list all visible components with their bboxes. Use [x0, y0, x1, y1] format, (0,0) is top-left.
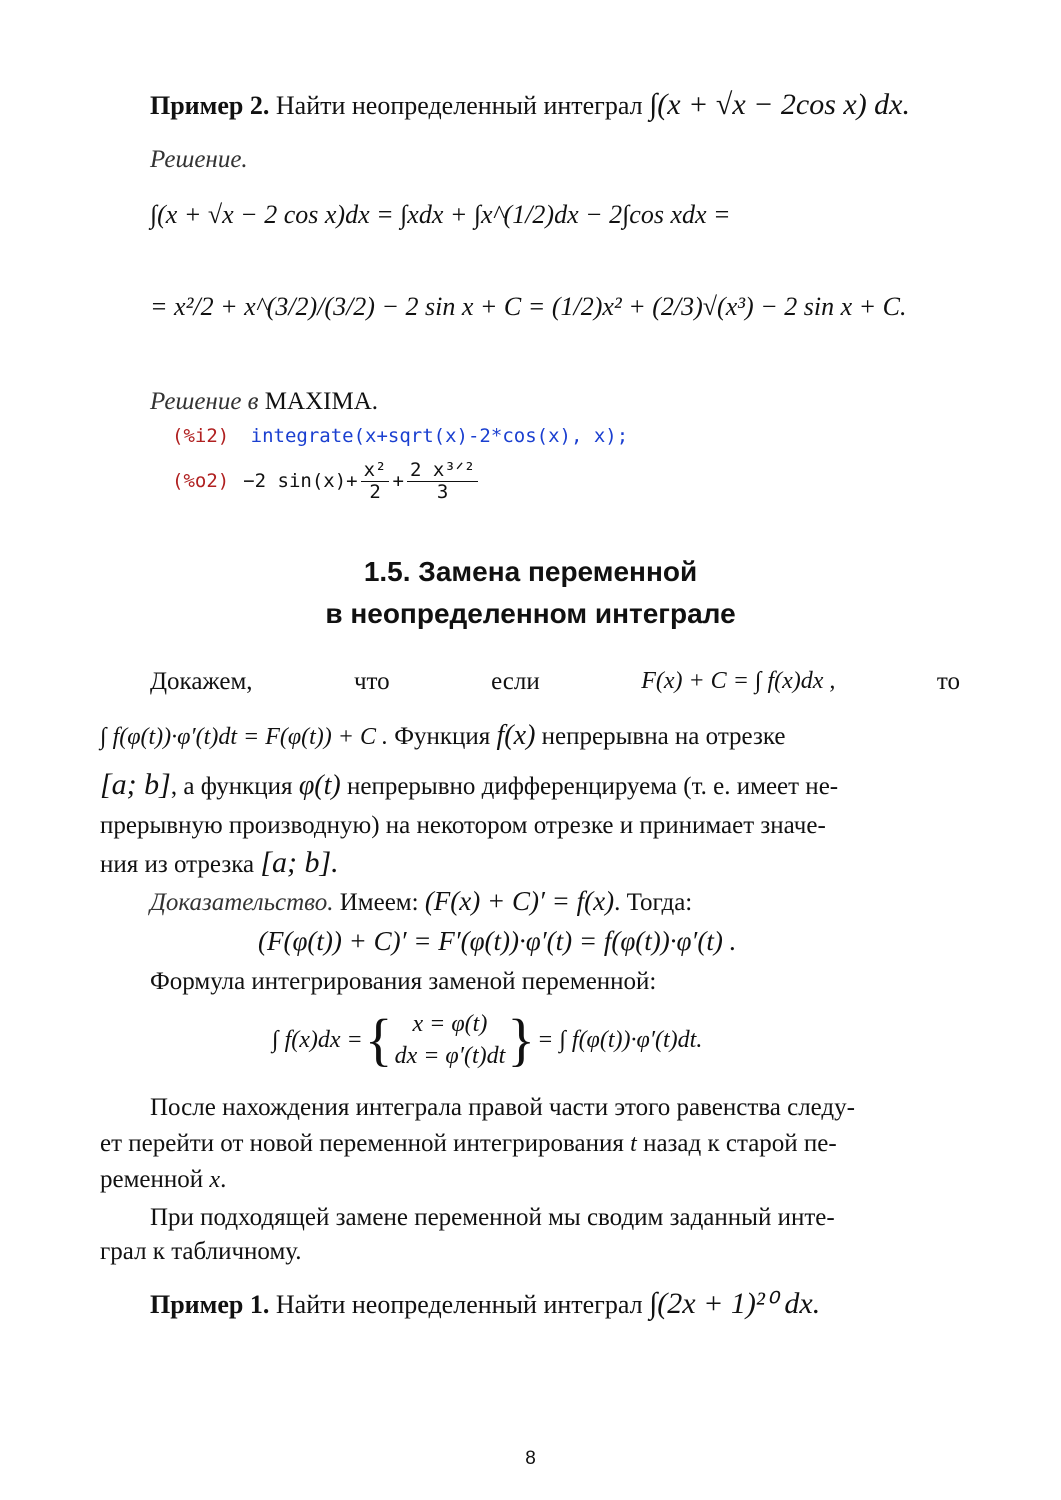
- para-after-line1: После нахождения интеграла правой части этого равенства следу-: [150, 1094, 855, 1121]
- intro-line2: [100, 720, 785, 752]
- intro-line2-fx: f(x): [496, 720, 536, 751]
- para-after-line2: [100, 1130, 837, 1158]
- substitution-case1: x = φ(t): [412, 1011, 488, 1037]
- maxima-frac2-num: 2 x³ᐟ²: [407, 460, 478, 482]
- para-after-line3-b: .: [220, 1166, 227, 1193]
- section-heading-line1: 1.5. Замена переменной: [363, 556, 698, 587]
- intro-line2-text-a: Функция: [394, 723, 491, 750]
- proof-text-b: . Тогда:: [614, 889, 693, 916]
- proof-text-a: Имеем:: [339, 889, 419, 916]
- intro-line1: [150, 668, 960, 696]
- page-number: 8: [525, 1448, 536, 1469]
- intro-line2-formula: ∫ f(φ(t))·φ′(t)dt = F(φ(t)) + C .: [100, 724, 388, 750]
- substitution-lhs: ∫ f(x)dx =: [272, 1026, 363, 1053]
- solution-label: Решение.: [150, 146, 248, 173]
- intro-formula: F(x) + C = ∫ f(x)dx ,: [641, 668, 836, 694]
- left-brace-icon: {: [364, 1007, 393, 1073]
- para-after-line2-a: ет перейти от новой переменной интегрирования: [100, 1130, 624, 1157]
- intro-line5-interval: [a; b].: [260, 846, 339, 879]
- intro-word-1: Докажем,: [150, 668, 253, 695]
- solution-line2: = x²/2 + x^(3/2)/(3/2) − 2 sin x + C = (1/2)x² + (2/3)√(x³) − 2 sin x + C.: [150, 292, 907, 321]
- maxima-frac2-den: 3: [436, 480, 449, 503]
- intro-line3-text-a: , а функция: [170, 773, 293, 800]
- intro-line3-phi: φ(t): [298, 770, 341, 801]
- example1-text: Найти неопределенный интеграл: [275, 1290, 643, 1319]
- example1-formula: ∫(2x + 1)²⁰ dx.: [649, 1287, 821, 1320]
- substitution-formula: [272, 1008, 702, 1073]
- intro-line3-text-b: непрерывно дифференцируема (т. е. имеет не-: [346, 773, 839, 800]
- example2-label: Пример 2.: [150, 91, 270, 120]
- para-table-line1: При подходящей замене переменной мы сводим заданный инте-: [150, 1204, 835, 1231]
- intro-line5: [100, 846, 339, 880]
- substitution-cases: [395, 1008, 506, 1073]
- example2-text: Найти неопределенный интеграл: [275, 91, 643, 120]
- maxima-output-line: [172, 460, 481, 503]
- example1-statement: [150, 1286, 820, 1321]
- intro-line5-text: ния из отрезка: [100, 851, 255, 878]
- substitution-case2: dx = φ′(t)dt: [394, 1043, 506, 1070]
- proof-formula-a: (F(x) + C)′ = f(x): [424, 886, 615, 916]
- example2-statement: [150, 88, 910, 122]
- maxima-input-line: [172, 425, 628, 447]
- intro-word-2: что: [353, 668, 390, 695]
- intro-line3: [100, 768, 838, 802]
- example1-label: Пример 1.: [150, 1290, 270, 1319]
- para-after-line3-a: ременной: [100, 1166, 204, 1193]
- maxima-frac1-num: x²: [361, 460, 390, 482]
- maxima-plus: +: [392, 470, 404, 493]
- proof-formula-b: (F(φ(t)) + C)′ = F′(φ(t))·φ′(t) = f(φ(t))·φ′(t) .: [258, 926, 737, 956]
- para-after-line2-b: назад к старой пе-: [643, 1130, 837, 1157]
- maxima-input-code: integrate(x+sqrt(x)-2*cos(x), x);: [250, 425, 629, 447]
- para-table-line2: грал к табличному.: [100, 1238, 302, 1265]
- substitution-rhs: = ∫ f(φ(t))·φ′(t)dt.: [537, 1026, 703, 1053]
- maxima-label-normal: MAXIMA.: [264, 388, 378, 415]
- proof-label: Доказательство.: [150, 889, 334, 916]
- intro-line4: прерывную производную) на некотором отрезке и принимает значе-: [100, 812, 826, 839]
- maxima-input-label: (%i2): [172, 425, 230, 447]
- maxima-frac2: [407, 460, 478, 503]
- maxima-label: [150, 388, 378, 416]
- substitution-caption: Формула интегрирования заменой переменной:: [150, 968, 657, 995]
- para-after-line3-x: x: [209, 1167, 221, 1193]
- maxima-output-label: (%o2): [172, 470, 230, 493]
- intro-word-5: то: [936, 668, 960, 695]
- solution-line1: ∫(x + √x − 2 cos x)dx = ∫xdx + ∫x^(1/2)dx − 2∫cos xdx =: [150, 200, 731, 229]
- maxima-label-italic: Решение в: [150, 388, 259, 415]
- right-brace-icon: }: [507, 1007, 536, 1073]
- para-after-line3: [100, 1166, 226, 1194]
- maxima-frac1-den: 2: [369, 480, 381, 503]
- para-after-line2-t: t: [630, 1131, 637, 1157]
- maxima-frac1: [361, 460, 390, 503]
- intro-line3-interval: [a; b]: [100, 768, 171, 801]
- section-heading-line2: в неопределенном интеграле: [325, 598, 736, 629]
- intro-word-3: если: [491, 668, 540, 695]
- intro-line2-text-b: непрерывна на отрезке: [541, 723, 786, 750]
- maxima-output-prefix: −2 sin(x)+: [243, 470, 358, 493]
- proof-line1: [150, 886, 692, 917]
- example2-formula: ∫(x + √x − 2cos x) dx.: [649, 88, 910, 121]
